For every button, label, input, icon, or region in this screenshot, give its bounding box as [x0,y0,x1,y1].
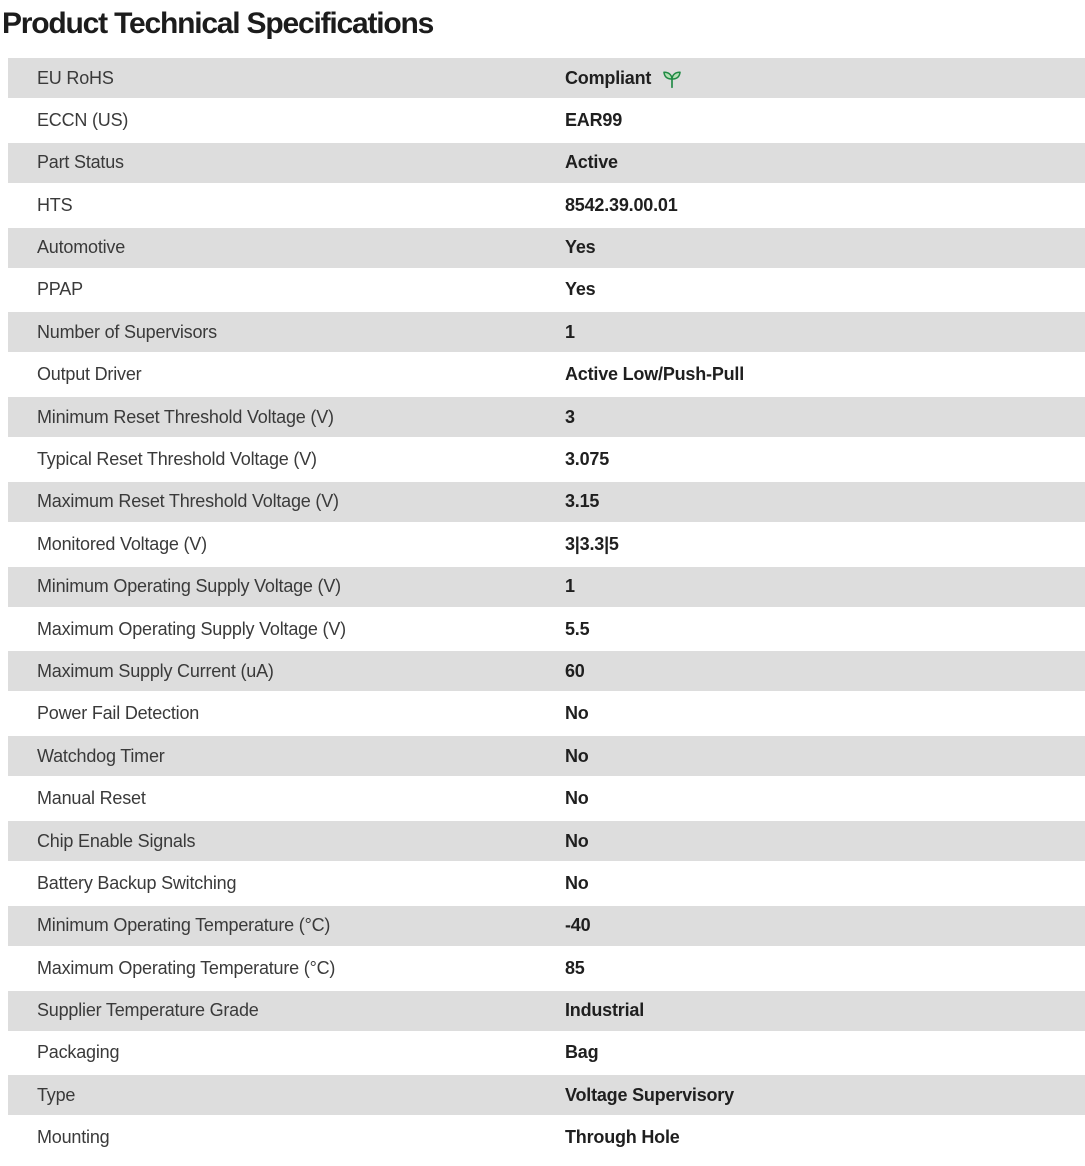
row-label: Supplier Temperature Grade [37,1000,259,1021]
eco-leaf-icon [661,67,683,91]
row-value-text: 85 [565,957,585,978]
row-label: Part Status [37,152,124,173]
table-row [8,397,1085,437]
row-label: Automotive [37,237,126,258]
row-value [565,1085,734,1106]
row-label: PPAP [37,279,83,300]
row-label: Chip Enable Signals [37,830,196,851]
row-label: Output Driver [37,364,142,385]
row-value-text: Active [565,152,618,173]
row-value-text: Active Low/Push-Pull [565,364,745,385]
row-value [565,661,585,682]
spec-table [8,58,1085,1158]
table-row [8,906,1085,946]
row-label: Packaging [37,1042,120,1063]
row-value-text: No [565,703,589,724]
row-value-text: Bag [565,1042,599,1063]
table-row [8,651,1085,691]
row-value-text: -40 [565,915,591,936]
row-value-text: 60 [565,660,585,681]
row-label: Watchdog Timer [37,745,165,766]
row-label: EU RoHS [37,67,114,88]
row-label: Mounting [37,1127,110,1148]
row-label: ECCN (US) [37,109,129,130]
row-label: Power Fail Detection [37,703,200,724]
row-value-text: Industrial [565,1000,645,1021]
row-label: Number of Supervisors [37,321,217,342]
row-value [565,279,595,300]
table-row [8,270,1085,310]
row-value-text: No [565,788,589,809]
row-value [565,449,609,470]
row-value [565,491,599,512]
row-value [565,407,575,428]
row-value [565,322,575,343]
table-row [8,524,1085,564]
table-row [8,863,1085,903]
row-value [565,746,589,767]
table-row [8,1118,1085,1158]
table-row [8,482,1085,522]
row-value-text: 3 [565,406,575,427]
row-value-text: 3|3.3|5 [565,533,619,554]
row-value [565,873,589,894]
table-row [8,355,1085,395]
table-row [8,821,1085,861]
row-value [565,619,589,640]
table-row [8,991,1085,1031]
row-value-text: EAR99 [565,109,623,130]
row-value-text: No [565,745,589,766]
table-row [8,228,1085,268]
table-row [8,948,1085,988]
table-row [8,779,1085,819]
row-value [565,152,618,173]
row-value [565,364,744,385]
table-row [8,694,1085,734]
table-row [8,185,1085,225]
row-value-text: 8542.39.00.01 [565,194,678,215]
row-value [565,576,575,597]
row-value [565,1042,598,1063]
row-value-text: 3.075 [565,449,610,470]
row-value-text: Yes [565,237,596,258]
table-row [8,1075,1085,1115]
row-value [565,110,622,131]
row-value [565,1000,644,1021]
row-label: Typical Reset Threshold Voltage (V) [37,449,317,470]
row-value-text: 3.15 [565,491,600,512]
row-value [565,1127,680,1148]
row-value-text: No [565,872,589,893]
row-value-text: 1 [565,321,575,342]
row-label: Maximum Operating Supply Voltage (V) [37,618,346,639]
row-label: Minimum Reset Threshold Voltage (V) [37,406,334,427]
table-row [8,1033,1085,1073]
table-row [8,567,1085,607]
row-label: Maximum Supply Current (uA) [37,660,274,681]
table-row [8,100,1085,140]
row-value-text: Yes [565,279,596,300]
row-value [565,703,589,724]
row-label: Maximum Operating Temperature (°C) [37,957,336,978]
row-label: Type [37,1084,76,1105]
row-label: Battery Backup Switching [37,872,237,893]
table-row [8,143,1085,183]
row-value [565,237,595,258]
row-value [565,195,678,216]
row-value-text: 5.5 [565,618,590,639]
row-value-text: Voltage Supervisory [565,1084,734,1105]
row-label: Manual Reset [37,788,146,809]
row-value [565,915,590,936]
row-label: Monitored Voltage (V) [37,533,207,554]
row-value [565,534,619,555]
row-value-text: No [565,830,589,851]
row-value [565,65,683,91]
table-row [8,440,1085,480]
row-label: Minimum Operating Temperature (°C) [37,915,331,936]
row-label: Minimum Operating Supply Voltage (V) [37,576,341,597]
page-title: Product Technical Specifications [2,7,434,40]
row-label: HTS [37,194,73,215]
row-value [565,831,589,852]
row-value-text: Compliant [565,67,652,88]
table-row [8,58,1085,98]
table-row [8,736,1085,776]
row-value-text: 1 [565,576,575,597]
row-value [565,788,589,809]
row-label: Maximum Reset Threshold Voltage (V) [37,491,339,512]
table-row [8,609,1085,649]
row-value [565,958,585,979]
table-row [8,312,1085,352]
row-value-text: Through Hole [565,1127,680,1148]
